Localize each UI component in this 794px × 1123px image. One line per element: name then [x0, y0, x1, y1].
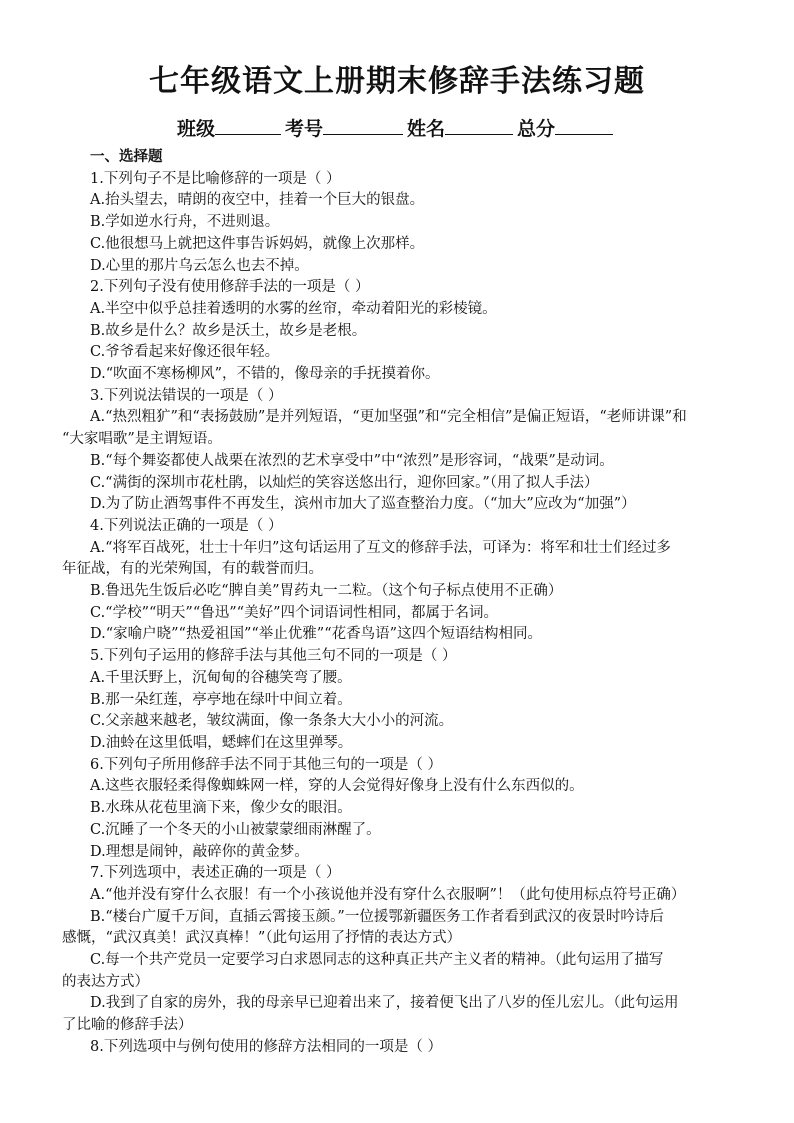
question-line-continued: 的表达方式） — [62, 973, 149, 990]
question-line: B.水珠从花苞里滴下来，像少女的眼泪。 — [90, 800, 352, 817]
question-line: A.“将军百战死，壮士十年归”这句话运用了互文的修辞手法，可译为：将军和壮士们经过多 — [90, 539, 671, 556]
question-line: A.“他并没有穿什么衣服！有一个小孩说他并没有穿什么衣服啊”！（此句使用标点符号正确） — [90, 886, 686, 903]
class-blank[interactable] — [215, 114, 281, 135]
question-line: A.这些衣服轻柔得像蜘蛛网一样，穿的人会觉得好像身上没有什么东西似的。 — [90, 778, 584, 795]
info-field-exam-number: 考号 — [285, 114, 407, 143]
info-field-score: 总分 — [517, 114, 617, 143]
question-line: A.千里沃野上，沉甸甸的谷穗笑弯了腰。 — [90, 669, 352, 686]
question-line: B.鲁迅先生饭后必吃“脾自美”胃药丸一二粒。（这个句子标点使用不正确） — [90, 583, 563, 600]
question-line: A.抬头望去，晴朗的夜空中，挂着一个巨大的银盘。 — [90, 192, 425, 209]
question-line: D.理想是闹钟，敲碎你的黄金梦。 — [90, 843, 309, 860]
question-line: C.沉睡了一个冬天的小山被蒙蒙细雨淋醒了。 — [90, 821, 381, 838]
question-line: A.“热烈粗犷”和“表扬鼓励”是并列短语，“更加坚强”和“完全相信”是偏正短语，“老师讲课”和 — [90, 409, 687, 426]
question-line: 8.下列选项中与例句使用的修辞方法相同的一项是（ ） — [90, 1038, 442, 1055]
question-line: 2.下列句子没有使用修辞手法的一项是（ ） — [90, 279, 370, 296]
question-line: D.为了防止酒驾事件不再发生，滨州市加大了巡查整治力度。（“加大”应改为“加强”） — [90, 496, 636, 513]
question-line: B.“每个舞姿都使人战栗在浓烈的艺术享受中”中“浓烈”是形容词，“战栗”是动词。 — [90, 452, 614, 469]
info-field-class: 班级 — [177, 114, 285, 143]
question-line: 5.下列句子运用的修辞手法与其他三句不同的一项是（ ） — [90, 648, 457, 665]
question-line: D.我到了自家的房外，我的母亲早已迎着出来了，接着便飞出了八岁的侄儿宏儿。（此句运用 — [90, 995, 679, 1012]
question-line: D.“家喻户晓”“热爱祖国”“举止优雅”“花香鸟语”这四个短语结构相同。 — [90, 626, 543, 643]
question-line: B.学如逆水行舟，不进则退。 — [90, 214, 280, 231]
question-line: D.油蛉在这里低唱，蟋蟀们在这里弹琴。 — [90, 734, 353, 751]
question-list — [62, 147, 738, 1059]
question-line: C.“学校”“明天”“鲁迅”“美好”四个词语词性相同，都属于名词。 — [90, 604, 498, 621]
question-line-continued: 感慨，“武汉真美！武汉真棒！”（此句运用了抒情的表达方式） — [62, 930, 462, 947]
question-line-continued: 了比喻的修辞手法） — [62, 1017, 193, 1034]
question-line: D.“吹面不寒杨柳风”，不错的，像母亲的手抚摸着你。 — [90, 366, 440, 383]
question-line-continued: 年征战，有的光荣殉国，有的载誉而归。 — [62, 561, 323, 578]
question-line: 3.下列说法错误的一项是（ ） — [90, 387, 283, 404]
question-line: D.心里的那片乌云怎么也去不掉。 — [90, 257, 309, 274]
question-line: 7.下列选项中，表述正确的一项是（ ） — [90, 865, 341, 882]
question-line: A.半空中似乎总挂着透明的水雾的丝帘，牵动着阳光的彩棱镜。 — [90, 300, 497, 317]
question-line: C.“满街的深圳市花杜鹃，以灿烂的笑容送悠出行，迎你回家。”（用了拟人手法） — [90, 474, 599, 491]
question-line: C.每一个共产党员一定要学习白求恩同志的这种真正共产主义者的精神。（此句运用了描写 — [90, 952, 664, 969]
question-line-continued: “大家唱歌”是主谓短语。 — [62, 431, 222, 448]
question-line: B.那一朵红莲，亭亭地在绿叶中间立着。 — [90, 691, 352, 708]
question-line: C.爷爷看起来好像还很年轻。 — [90, 344, 280, 361]
page-title: 七年级语文上册期末修辞手法练习题 — [149, 64, 645, 99]
name-blank[interactable] — [445, 114, 513, 135]
question-line: B.“楼台广厦千万间，直插云霄接玉颜。”一位援鄂新疆医务工作者看到武汉的夜景时吟诗后 — [90, 908, 664, 925]
score-blank[interactable] — [555, 114, 613, 135]
section-heading: 一、选择题 — [90, 149, 163, 165]
question-line: C.父亲越来越老，皱纹满面，像一条条大大小小的河流。 — [90, 713, 454, 730]
question-line: 4.下列说法正确的一项是（ ） — [90, 517, 283, 534]
question-line: C.他很想马上就把这件事告诉妈妈，就像上次那样。 — [90, 235, 425, 252]
question-line: 1.下列句子不是比喻修辞的一项是（ ） — [90, 170, 341, 187]
student-info-row — [0, 114, 794, 143]
info-field-name: 姓名 — [407, 114, 517, 143]
exam-number-blank[interactable] — [323, 114, 403, 135]
question-line: 6.下列句子所用修辞手法不同于其他三句的一项是（ ） — [90, 756, 442, 773]
question-line: B.故乡是什么？故乡是沃土，故乡是老根。 — [90, 322, 367, 339]
